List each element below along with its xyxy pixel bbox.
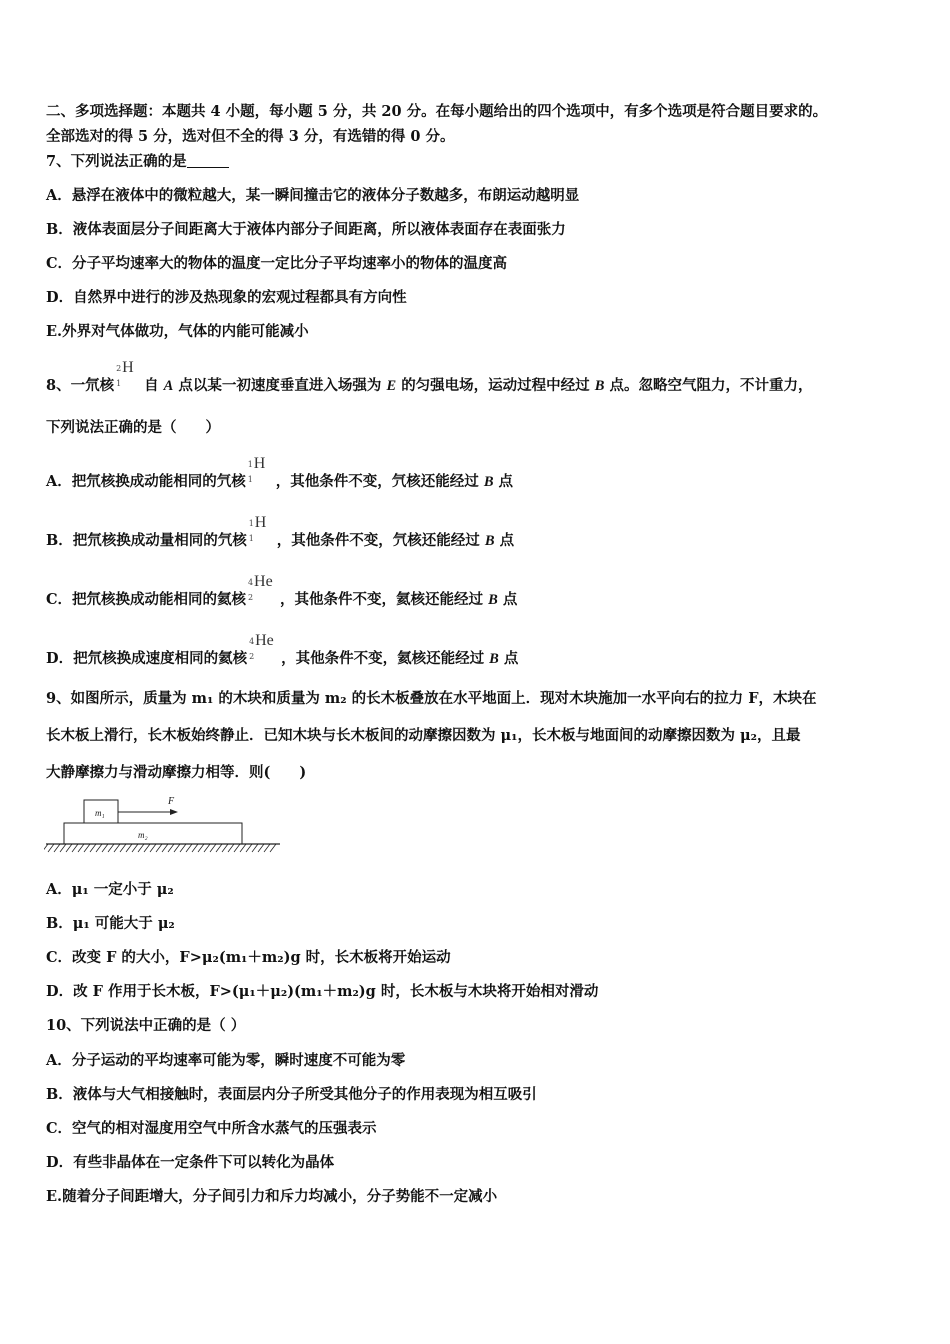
q8-stem-part: 自 bbox=[144, 377, 159, 394]
option-text: ，其他条件不变，氦核还能经过 bbox=[281, 650, 485, 667]
q9-option-c: C．改变 F 的大小，F>μ₂(m₁＋m₂)g 时，长木板将开始运动 bbox=[46, 949, 451, 966]
option-text: 点 bbox=[502, 591, 518, 608]
hatch-mark bbox=[210, 844, 216, 852]
q9-option-b: B．μ₁ 可能大于 μ₂ bbox=[46, 915, 175, 932]
mass-number: 2 bbox=[116, 364, 122, 373]
hatch-mark bbox=[180, 844, 186, 852]
hatch-mark bbox=[156, 844, 162, 852]
hatch-mark bbox=[90, 844, 96, 852]
force-label: F bbox=[168, 796, 175, 807]
hatch-mark bbox=[204, 844, 210, 852]
proton-symbol bbox=[247, 455, 274, 488]
hatch-mark bbox=[120, 844, 126, 852]
hatch-mark bbox=[84, 844, 90, 852]
option-text: ，其他条件不变，氕核还能经过 bbox=[276, 532, 480, 549]
q9-option-a: A．μ₁ 一定小于 μ₂ bbox=[46, 881, 174, 898]
atomic-number: 2 bbox=[249, 652, 255, 661]
option-text: ，其他条件不变，氦核还能经过 bbox=[280, 591, 484, 608]
q8-stem-part: 的匀强电场，运动过程中经过 bbox=[401, 377, 590, 394]
hatch-mark bbox=[78, 844, 84, 852]
atomic-number: 2 bbox=[248, 593, 254, 602]
section-header-line1: 二、多项选择题：本题共 4 小题，每小题 5 分，共 20 分。在每小题给出的四个选项中，有多个选项是符合题目要求的。 bbox=[46, 103, 828, 120]
q7-option-c: C．分子平均速率大的物体的温度一定比分子平均速率小的物体的温度高 bbox=[46, 255, 508, 272]
hatch-mark bbox=[48, 844, 54, 852]
q10-option-e: E.随着分子间距增大，分子间引力和斥力均减小，分子势能不一定减小 bbox=[46, 1188, 498, 1205]
hatch-mark bbox=[66, 844, 72, 852]
hatch-mark bbox=[222, 844, 228, 852]
q8-option-c bbox=[46, 573, 518, 610]
hatch-mark bbox=[228, 844, 234, 852]
hatch-mark bbox=[168, 844, 174, 852]
point-b-var: B bbox=[483, 474, 494, 490]
helium-symbol bbox=[249, 632, 279, 665]
q8-stem-line2: 下列说法正确的是（ ） bbox=[46, 419, 220, 436]
hatch-mark bbox=[150, 844, 156, 852]
hatch-mark bbox=[54, 844, 60, 852]
hatch-mark bbox=[186, 844, 192, 852]
hatch-mark bbox=[132, 844, 138, 852]
ground-hatching bbox=[44, 844, 276, 852]
option-text: 点 bbox=[499, 532, 515, 549]
q7-option-b: B．液体表面层分子间距离大于液体内部分子间距离，所以液体表面存在表面张力 bbox=[46, 221, 566, 238]
mass-number: 1 bbox=[248, 519, 254, 528]
mass-number: 1 bbox=[247, 460, 253, 469]
element-symbol: He bbox=[254, 573, 273, 590]
block-board-diagram bbox=[44, 792, 284, 856]
hatch-mark bbox=[216, 844, 222, 852]
point-b-var: B bbox=[488, 592, 498, 608]
atomic-number: 1 bbox=[248, 534, 254, 543]
hatch-mark bbox=[72, 844, 78, 852]
q9-stem-line2: 长木板上滑行，长木板始终静止．已知木块与长木板间的动摩擦因数为 μ₁，长木板与地面间的动摩擦因数为 μ₂，且最 bbox=[46, 727, 801, 744]
q7-option-d: D．自然界中进行的涉及热现象的宏观过程都具有方向性 bbox=[46, 289, 407, 306]
hatch-mark bbox=[60, 844, 66, 852]
element-symbol: He bbox=[255, 632, 274, 649]
helium-symbol bbox=[248, 573, 278, 606]
q9-option-d: D．改 F 作用于长木板，F>(μ₁＋μ₂)(m₁＋m₂)g 时，长木板与木块将开始相对滑动 bbox=[46, 983, 599, 1000]
option-text: C．把氘核换成动能相同的氦核 bbox=[46, 591, 247, 608]
hatch-mark bbox=[162, 844, 168, 852]
q9-stem-line1: 9、如图所示，质量为 m₁ 的木块和质量为 m₂ 的长木板叠放在水平地面上．现对木块施加一水平向右的拉力 F，木块在 bbox=[46, 690, 817, 707]
hatch-mark bbox=[138, 844, 144, 852]
q10-option-d: D．有些非晶体在一定条件下可以转化为晶体 bbox=[46, 1154, 335, 1171]
hatch-mark bbox=[234, 844, 240, 852]
q7-stem-text: 7、下列说法正确的是 bbox=[46, 153, 187, 170]
hatch-mark bbox=[126, 844, 132, 852]
board-m2 bbox=[64, 823, 242, 844]
q7-option-e: E.外界对气体做功，气体的内能可能减小 bbox=[46, 323, 309, 340]
point-b-var: B bbox=[484, 533, 495, 549]
option-text: D．把氘核换成速度相同的氦核 bbox=[46, 650, 248, 667]
q7-stem bbox=[46, 152, 229, 172]
q8-stem-part: 点。忽略空气阻力，不计重力， bbox=[609, 377, 813, 394]
hatch-mark bbox=[114, 844, 120, 852]
hatch-mark bbox=[246, 844, 252, 852]
hatch-mark bbox=[96, 844, 102, 852]
hatch-mark bbox=[240, 844, 246, 852]
hatch-mark bbox=[258, 844, 264, 852]
point-a-var: A bbox=[163, 378, 174, 394]
hatch-mark bbox=[144, 844, 150, 852]
hatch-mark bbox=[264, 844, 270, 852]
option-text: 点 bbox=[498, 473, 514, 490]
block-label: m₁ bbox=[95, 808, 105, 818]
q8-stem bbox=[46, 359, 813, 396]
section-header-line2: 全部选对的得 5 分，选对但不全的得 3 分，有选错的得 0 分。 bbox=[46, 128, 455, 145]
point-b-var: B bbox=[594, 378, 605, 394]
field-e-var: E bbox=[386, 378, 397, 394]
option-text: ，其他条件不变，氕核还能经过 bbox=[275, 473, 479, 490]
element-symbol: H bbox=[254, 514, 267, 531]
q10-option-c: C．空气的相对湿度用空气中所含水蒸气的压强表示 bbox=[46, 1120, 377, 1137]
mass-number: 4 bbox=[248, 578, 254, 587]
mass-number: 4 bbox=[249, 637, 255, 646]
hatch-mark bbox=[270, 844, 276, 852]
hatch-mark bbox=[192, 844, 198, 852]
q8-option-b bbox=[46, 514, 515, 551]
q8-stem-part: 8、一氘核 bbox=[46, 377, 115, 394]
option-text: A．把氘核换成动能相同的氕核 bbox=[46, 473, 246, 490]
option-text: B．把氘核换成动量相同的氕核 bbox=[46, 532, 247, 549]
proton-symbol bbox=[248, 514, 275, 547]
hatch-mark bbox=[174, 844, 180, 852]
q8-option-d bbox=[46, 632, 519, 669]
q10-option-b: B．液体与大气相接触时，表面层内分子所受其他分子的作用表现为相互吸引 bbox=[46, 1086, 537, 1103]
q10-option-a: A．分子运动的平均速率可能为零，瞬时速度不可能为零 bbox=[46, 1052, 406, 1069]
hatch-mark bbox=[252, 844, 258, 852]
q9-stem-line3: 大静摩擦力与滑动摩擦力相等．则( ) bbox=[46, 764, 307, 781]
q8-option-a bbox=[46, 455, 514, 492]
element-symbol: H bbox=[122, 359, 134, 376]
board-label: m₂ bbox=[138, 830, 148, 840]
atomic-number: 1 bbox=[247, 475, 253, 484]
q7-option-a: A．悬浮在液体中的微粒越大，某一瞬间撞击它的液体分子数越多，布朗运动越明显 bbox=[46, 187, 580, 204]
element-symbol: H bbox=[253, 455, 266, 472]
q10-stem: 10、下列说法中正确的是（ ） bbox=[46, 1017, 246, 1034]
answer-blank bbox=[187, 153, 229, 168]
deuteron-symbol bbox=[116, 359, 142, 392]
point-b-var: B bbox=[489, 651, 499, 667]
q8-stem-part: 点以某一初速度垂直进入场强为 bbox=[178, 377, 382, 394]
hatch-mark bbox=[102, 844, 108, 852]
hatch-mark bbox=[198, 844, 204, 852]
hatch-mark bbox=[44, 844, 48, 852]
option-text: 点 bbox=[503, 650, 519, 667]
force-arrowhead-icon bbox=[170, 809, 178, 815]
hatch-mark bbox=[108, 844, 114, 852]
atomic-number: 1 bbox=[116, 379, 122, 388]
